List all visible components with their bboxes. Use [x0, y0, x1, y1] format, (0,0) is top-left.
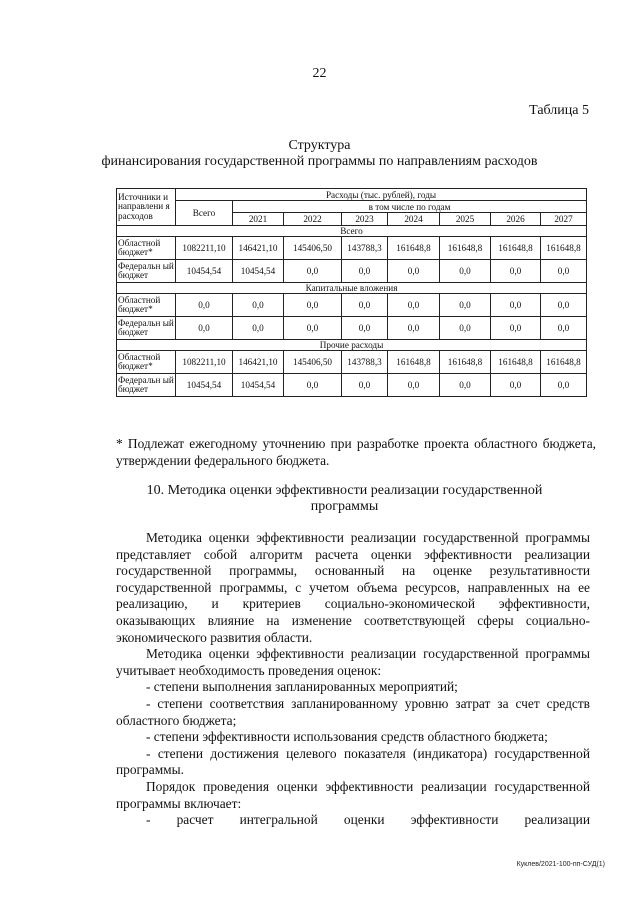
table-cell: 145406,50	[284, 351, 342, 374]
row-source: Областной бюджет*	[117, 237, 176, 260]
table-cell: 1082211,10	[176, 237, 233, 260]
table-cell: 10454,54	[176, 260, 233, 283]
financing-table	[116, 188, 587, 397]
table-cell: 0,0	[342, 294, 388, 317]
table-cell: 0,0	[284, 294, 342, 317]
table-cell: 143788,3	[342, 351, 388, 374]
table-cell: 0,0	[233, 317, 284, 340]
year-header: 2026	[491, 213, 541, 226]
header-source: Источники и направлени я расходов	[117, 189, 176, 226]
table-cell: 161648,8	[388, 351, 440, 374]
paragraph: Методика оценки эффективности реализации государственной программы представляет собой алгоритм расчета оценки эффективности реализации государственной программы, основанный на оценке результативности государственной программы, с учетом объема ресурсов, направленных на ее реализацию, и критериев социально-экономической эффективности, оказывающих влияние на изменение соответствующей сферы социально-экономического развития области.	[116, 530, 590, 645]
table-cell: 10454,54	[233, 374, 284, 397]
list-item: - расчет интегральной оценки эффективности реализации	[146, 812, 590, 828]
table-cell: 0,0	[541, 294, 587, 317]
table-row	[117, 237, 587, 260]
table-cell: 161648,8	[491, 237, 541, 260]
table-cell: 1082211,10	[176, 351, 233, 374]
year-header: 2024	[388, 213, 440, 226]
row-source: Федеральн ый бюджет	[117, 260, 176, 283]
table-cell: 0,0	[342, 374, 388, 397]
list-item: - степени достижения целевого показателя (индикатора) государственной программы.	[116, 745, 590, 778]
year-header: 2025	[440, 213, 491, 226]
table-cell: 0,0	[491, 260, 541, 283]
section-row-title: Всего	[117, 226, 587, 237]
table-cell: 0,0	[233, 294, 284, 317]
table-subtitle: финансирования государственной программы по направлениям расходов	[101, 154, 538, 169]
section-title-continued: программы	[310, 499, 379, 514]
table-row	[117, 260, 587, 283]
table-cell: 0,0	[176, 294, 233, 317]
table-cell: 0,0	[541, 260, 587, 283]
page-number: 22	[312, 66, 327, 81]
table-cell: 161648,8	[541, 351, 587, 374]
header-total: Всего	[176, 201, 233, 226]
section-title: 10. Методика оценки эффективности реализации государственной	[146, 483, 543, 498]
paragraph: Порядок проведения оценки эффективности реализации государственной программы включает:	[116, 778, 590, 811]
table-cell: 0,0	[491, 374, 541, 397]
table-cell: 145406,50	[284, 237, 342, 260]
table-cell: 0,0	[388, 317, 440, 340]
table-cell: 161648,8	[388, 237, 440, 260]
table-cell: 0,0	[176, 317, 233, 340]
row-source: Областной бюджет*	[117, 294, 176, 317]
paragraph: Методика оценки эффективности реализации государственной программы учитывает необходимость проведения оценок:	[116, 646, 590, 678]
table-cell: 0,0	[541, 317, 587, 340]
table-cell: 161648,8	[541, 237, 587, 260]
table-title: Структура	[288, 138, 351, 153]
table-cell: 10454,54	[233, 260, 284, 283]
table-row	[117, 374, 587, 397]
list-item: - степени выполнения запланированных мероприятий;	[146, 679, 458, 695]
table-cell: 0,0	[342, 317, 388, 340]
table-cell: 0,0	[440, 294, 491, 317]
section-row-title: Капитальные вложения	[117, 283, 587, 294]
table-cell: 0,0	[491, 294, 541, 317]
list-item: - степени соответствия запланированному уровню затрат за счет средств областного бюджета;	[116, 695, 590, 728]
table-cell: 0,0	[491, 317, 541, 340]
table-row	[117, 351, 587, 374]
table-cell: 0,0	[388, 260, 440, 283]
table-label: Таблица 5	[529, 103, 589, 118]
table-cell: 0,0	[284, 374, 342, 397]
table-cell: 0,0	[440, 260, 491, 283]
list-item: - степени эффективности использования средств областного бюджета;	[146, 729, 548, 745]
footnote: * Подлежат ежегодному уточнению при разработке проекта областного бюджета, утверждении федерального бюджета.	[116, 436, 596, 468]
table-cell: 146421,10	[233, 351, 284, 374]
table-cell: 161648,8	[440, 237, 491, 260]
section-row-title: Прочие расходы	[117, 340, 587, 351]
year-header: 2023	[342, 213, 388, 226]
table-cell: 0,0	[440, 317, 491, 340]
table-row	[117, 317, 587, 340]
row-source: Федеральн ый бюджет	[117, 317, 176, 340]
header-expenses: Расходы (тыс. рублей), годы	[176, 189, 587, 201]
table-cell: 0,0	[440, 374, 491, 397]
row-source: Федеральн ый бюджет	[117, 374, 176, 397]
table-cell: 0,0	[342, 260, 388, 283]
table-cell: 143788,3	[342, 237, 388, 260]
table-cell: 161648,8	[491, 351, 541, 374]
year-header: 2021	[233, 213, 284, 226]
year-header: 2022	[284, 213, 342, 226]
table-cell: 0,0	[388, 294, 440, 317]
table-cell: 0,0	[541, 374, 587, 397]
header-by-years: в том числе по годам	[233, 201, 587, 213]
table-cell: 146421,10	[233, 237, 284, 260]
table-cell: 161648,8	[440, 351, 491, 374]
footer-code: Куклев/2021-100-пп-СУД(1)	[516, 861, 605, 868]
body-text	[116, 530, 590, 829]
row-source: Областной бюджет*	[117, 351, 176, 374]
table-cell: 10454,54	[176, 374, 233, 397]
table-cell: 0,0	[284, 260, 342, 283]
table-row	[117, 294, 587, 317]
year-header: 2027	[541, 213, 587, 226]
table-cell: 0,0	[388, 374, 440, 397]
table-cell: 0,0	[284, 317, 342, 340]
